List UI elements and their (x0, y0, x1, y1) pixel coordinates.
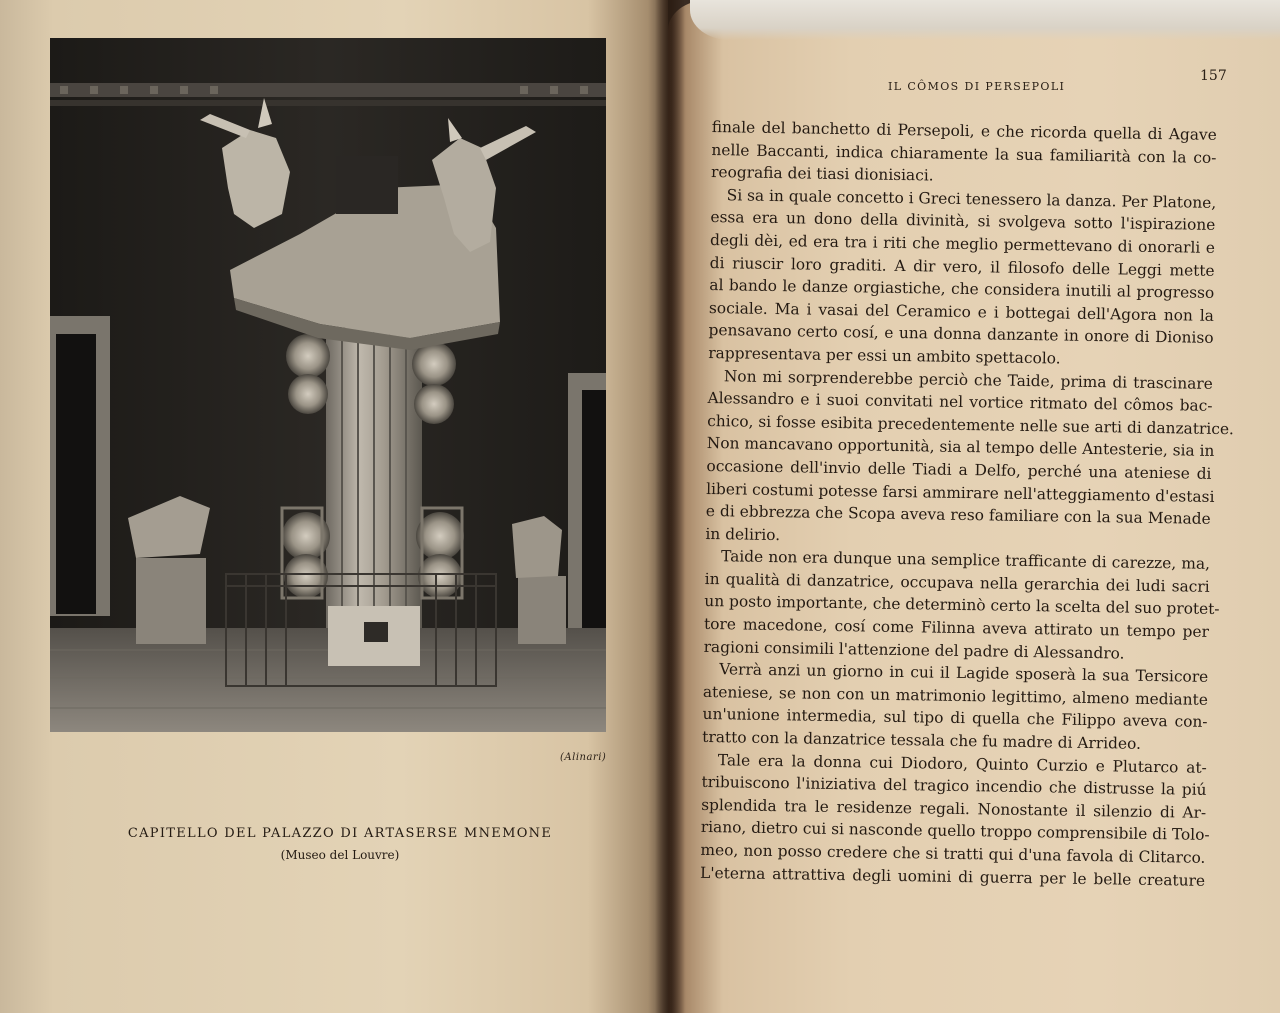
text-line: chico, si fosse esibita precedentemente nelle sue arti di danzatrice. (707, 411, 1235, 438)
text-line: Alessandro e i suoi convitati nel vortice ritmato del cômos bac- (707, 389, 1213, 416)
text-line: L'eterna attrattiva degli uomini di guerra per le belle creature (699, 863, 1206, 890)
text-line: rappresentava per essi un ambito spettacolo. (708, 343, 1061, 368)
text-line: Non mi sorprenderebbe perciò che Taide, prima di trascinare (723, 366, 1214, 393)
text-line: Si sa in quale concetto i Greci tenessero la danza. Per Platone, (726, 186, 1217, 212)
text-line: al bando le danze orgiastiche, che considera inutili al progresso (709, 276, 1215, 303)
text-line: sociale. Ma i vasai del Ceramico e i bottegai dell'Agora non la (708, 298, 1215, 325)
text-line: un posto importante, che determinò certo la scelta del suo protet- (704, 592, 1220, 619)
photo-caption (50, 826, 630, 862)
text-line: tribuiscono l'iniziativa del tragico incendio che distrusse la piú (701, 773, 1207, 800)
text-line: ateniese, se non con un matrimonio legittimo, almeno mediante (702, 682, 1209, 709)
text-line: riano, dietro cui si nasconde quello troppo comprensibile di Tolo- (700, 818, 1210, 845)
text-line: Verrà anzi un giorno in cui il Lagide sposerà la sua Tersicore (719, 660, 1209, 687)
text-line: finale del banchetto di Persepoli, e che ricorda quella di Agave (711, 117, 1217, 144)
text-line: Tale era la donna cui Diodoro, Quinto Curzio e Plutarco at- (717, 750, 1207, 777)
text-line: e di ebbrezza che Scopa aveva reso familiare con la sua Menade (705, 502, 1211, 528)
body-text (699, 116, 1235, 892)
text-line: Taide non era dunque una semplice trafficante di carezze, ma, (720, 547, 1211, 574)
caption-title: CAPITELLO DEL PALAZZO DI ARTASERSE MNEMONE (127, 826, 553, 841)
photo-credit: (Alinari) (560, 752, 607, 763)
book-gutter (655, 0, 685, 1013)
text-line: splendida tra le residenze regali. Nonostante il silenzio di Ar- (701, 795, 1207, 822)
running-head: IL CÔMOS DI PERSEPOLI (888, 80, 1066, 93)
text-line: reografia dei tiasi dionisiaci. (710, 163, 934, 185)
text-line: pensavano certo cosí, e una donna danzante in onore di Dioniso (708, 321, 1214, 348)
text-line: Non mancavano opportunità, sia al tempo delle Antesterie, sia in (706, 434, 1215, 461)
text-line: un'unione intermedia, sul tipo di quella che Filippo aveva con- (702, 705, 1208, 732)
text-line: occasione dell'invio delle Tiadi a Delfo, perché una ateniese di (706, 456, 1212, 483)
text-line: meo, non posso credere che si tratti qui d'una favola di Clitarco. (700, 840, 1206, 867)
text-line: degli dèi, ed era tra i riti che meglio permettevano di onorarli e (709, 230, 1216, 257)
text-line: ragioni consimili l'attenzione del padre di Alessandro. (703, 637, 1125, 663)
caption-subtitle: (Museo del Louvre) (280, 848, 400, 862)
page-number: 157 (1200, 68, 1227, 84)
text-line: in qualità di danzatrice, occupava nella gerarchia dei ludi sacri (704, 569, 1210, 596)
text-line: liberi costumi potesse farsi ammirare nell'atteggiamento d'estasi (706, 479, 1215, 506)
text-line: in delirio. (705, 524, 781, 544)
background-surface (690, 0, 1280, 40)
text-line: tratto con la danzatrice tessala che fu madre di Arrideo. (702, 727, 1142, 753)
text-line: essa era un dono della divinità, si svolgeva sotto l'ispirazione (710, 208, 1216, 235)
text-line: tore macedone, cosí come Filinna aveva attirato un tempo per (703, 615, 1210, 641)
text-line: di riuscir loro graditi. A dir vero, il filosofo delle Leggi mette (709, 253, 1215, 280)
text-line: nelle Baccanti, indica chiaramente la sua familiarità con la co- (711, 140, 1217, 167)
capital-photograph (50, 38, 606, 732)
